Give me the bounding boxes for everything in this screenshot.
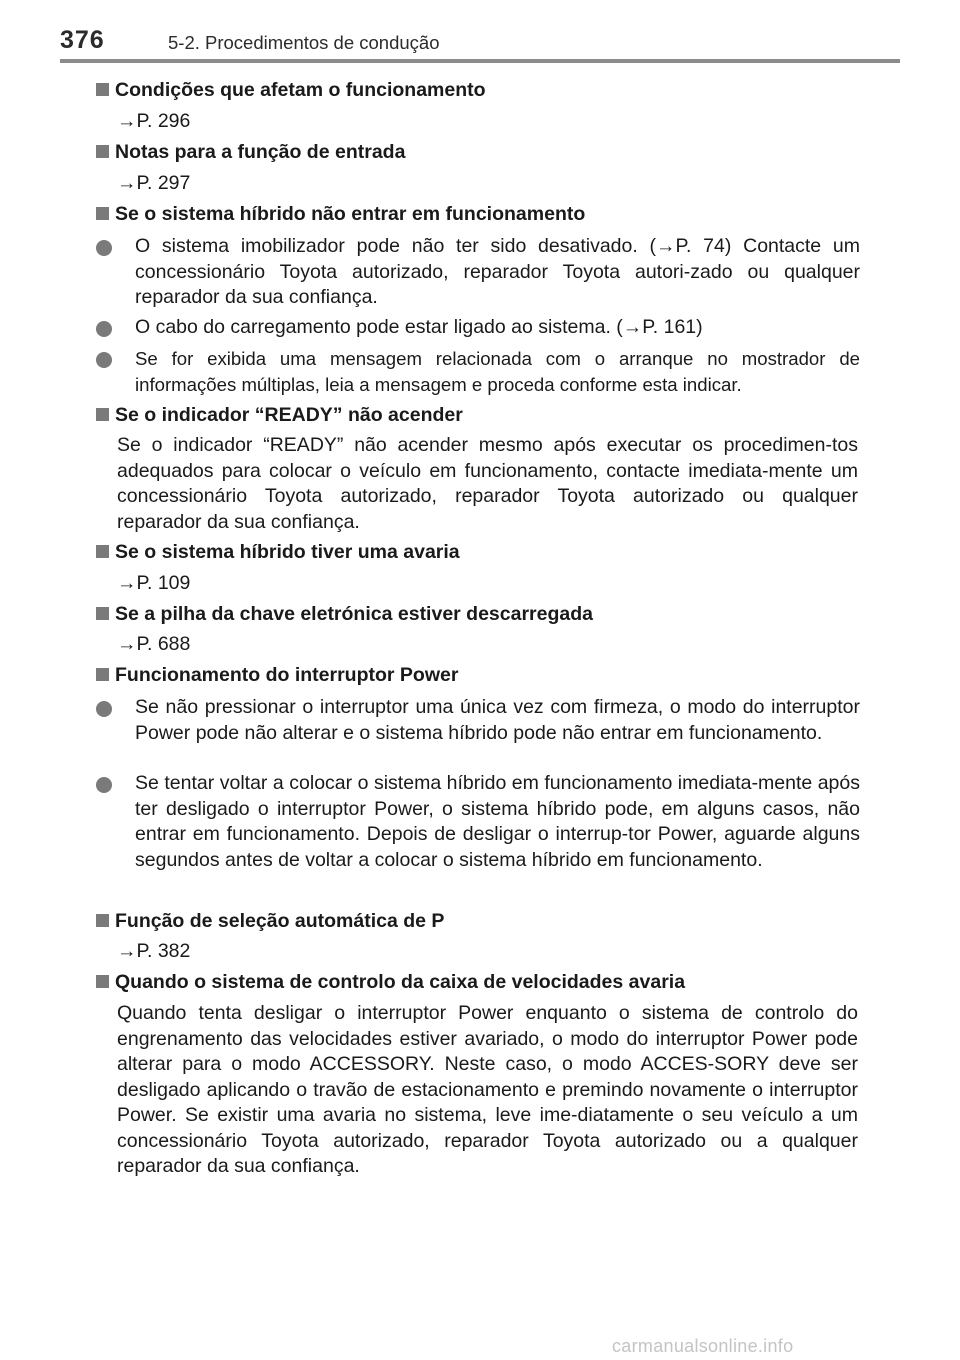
watermark: carmanualsonline.info: [612, 1336, 794, 1356]
square-bullet-icon: [96, 975, 109, 988]
bullet-text: Se tentar voltar a colocar o sistema híbrido em funcionamento imediata-mente após ter desligado o interruptor Power, o sistema híbrido pode, em alguns casos, não entrar em funcionamento. Depois de desligar o interrup-tor Power, aguarde alguns segundos antes de voltar a colocar o sistema híbrido em funcionamento.: [135, 772, 860, 871]
page-reference: →P. 297: [117, 172, 191, 194]
section-heading: Se o sistema híbrido não entrar em funcionamento: [96, 203, 585, 226]
square-bullet-icon: [96, 207, 109, 220]
section-heading: Se o indicador “READY” não acender: [96, 404, 463, 427]
bullet-text: O cabo do carregamento pode estar ligado ao sistema. (→P. 161): [135, 316, 703, 338]
square-bullet-icon: [96, 83, 109, 96]
page-reference: →P. 109: [117, 572, 191, 594]
chapter-title: 5-2. Procedimentos de condução: [168, 32, 440, 53]
circle-bullet-icon: [96, 777, 112, 793]
section-body: Se o indicador “READY” não acender mesmo após executar os procedimen-tos adequados para colocar o veículo em funcionamento, contacte imediata-mente um concessionário Toyota autorizado, reparador Toyota autorizado ou qualquer reparador da sua confiança.: [117, 434, 858, 533]
circle-bullet-icon: [96, 352, 112, 368]
square-bullet-icon: [96, 914, 109, 927]
section-body: Quando tenta desligar o interruptor Power enquanto o sistema de controlo do engrenamento das velocidades estiver avariado, o modo do interruptor Power pode alterar para o modo ACCESSORY. Neste caso, o modo ACCES-SORY deve ser desligado aplicando o travão de estacionamento e premindo novamente o interruptor Power. Se existir uma avaria no sistema, leve ime-diatamente o seu veículo a um concessionário Toyota autorizado, reparador Toyota autorizado ou a qualquer reparador da sua confiança.: [117, 1002, 858, 1177]
section-heading: Se o sistema híbrido tiver uma avaria: [96, 541, 460, 564]
square-bullet-icon: [96, 545, 109, 558]
header-divider: [60, 59, 900, 63]
section-heading: Funcionamento do interruptor Power: [96, 664, 458, 687]
circle-bullet-icon: [96, 701, 112, 717]
page-header: [0, 0, 960, 62]
page-reference: →P. 382: [117, 940, 191, 962]
section-heading: Se a pilha da chave eletrónica estiver descarregada: [96, 603, 593, 626]
square-bullet-icon: [96, 408, 109, 421]
section-heading: Quando o sistema de controlo da caixa de velocidades avaria: [96, 971, 685, 994]
circle-bullet-icon: [96, 321, 112, 337]
section-heading: Condições que afetam o funcionamento: [96, 79, 486, 102]
section-heading: Notas para a função de entrada: [96, 141, 405, 164]
square-bullet-icon: [96, 607, 109, 620]
square-bullet-icon: [96, 145, 109, 158]
section-heading: Função de seleção automática de P: [96, 910, 444, 933]
square-bullet-icon: [96, 668, 109, 681]
bullet-text: Se não pressionar o interruptor uma única vez com firmeza, o modo do interruptor Power pode não alterar e o sistema híbrido pode não entrar em funcionamento.: [135, 696, 860, 744]
page-reference: →P. 688: [117, 633, 191, 655]
page-number: 376: [60, 26, 105, 54]
bullet-text: O sistema imobilizador pode não ter sido desativado. (→P. 74) Contacte um concessionário Toyota autorizado, reparador Toyota autori-zado ou qualquer reparador da sua confiança.: [135, 235, 860, 308]
bullet-text: Se for exibida uma mensagem relacionada com o arranque no mostrador de informações múltiplas, leia a mensagem e proceda conforme esta indicar.: [135, 348, 860, 395]
circle-bullet-icon: [96, 240, 112, 256]
page-reference: →P. 296: [117, 110, 191, 132]
